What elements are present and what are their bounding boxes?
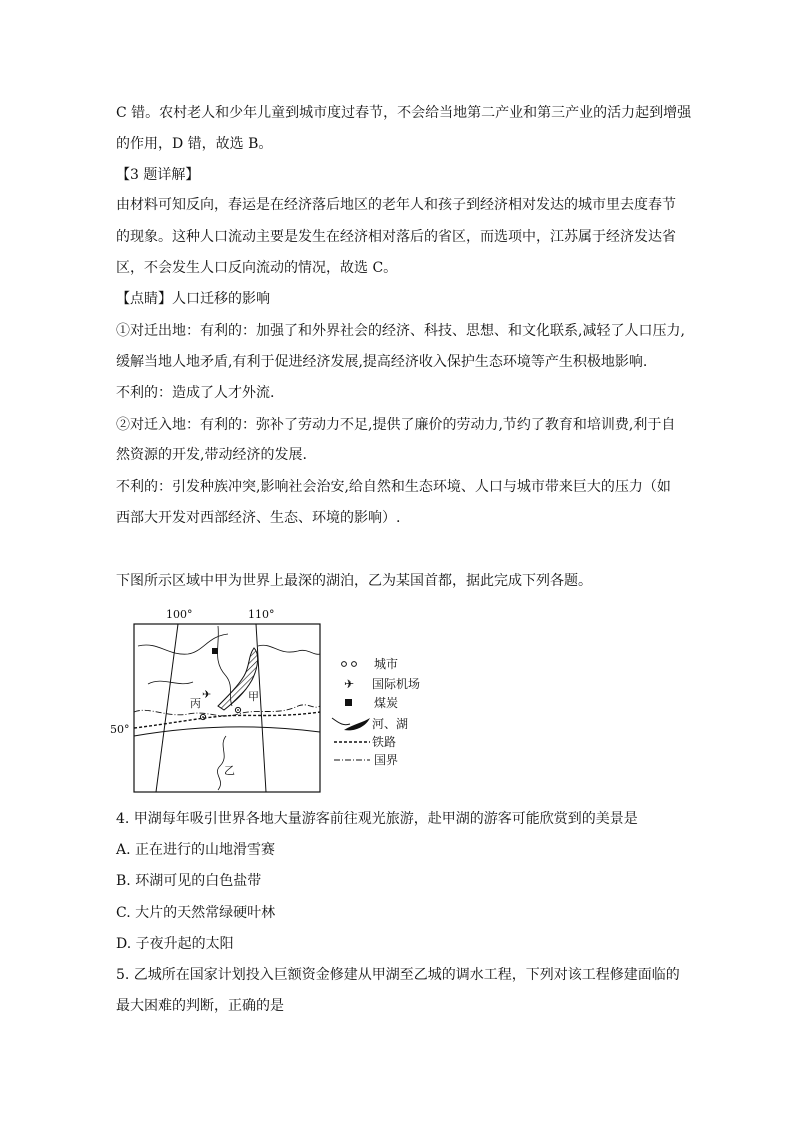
text-line: 区，不会发生人口反向流动的情况，故选 C。 xyxy=(116,260,398,276)
text-line: 不利的：造成了人才外流. xyxy=(116,385,275,401)
question-4-option-c: C. 大片的天然常绿硬叶林 xyxy=(116,905,276,921)
lon-label-110: 110° xyxy=(248,608,275,621)
question-5-stem-cont: 最大困难的判断，正确的是 xyxy=(116,998,284,1014)
text-line: 的作用，D 错，故选 B。 xyxy=(116,136,273,152)
river xyxy=(217,736,226,790)
river xyxy=(258,645,320,654)
question-4-option-d: D. 子夜升起的太阳 xyxy=(116,936,234,952)
text-line: 缓解当地人地矛盾,有利于促进经济发展,提高经济收入保护生态环境等产生积极地影响. xyxy=(116,354,648,370)
coal-icon xyxy=(212,648,218,654)
map-svg xyxy=(108,606,438,796)
text-line: 不利的：引发种族冲突,影响社会治安,给自然和生态环境、人口与城市带来巨大的压力（如 xyxy=(116,479,671,495)
airport-icon: ✈ xyxy=(344,677,355,691)
question-4-option-b: B. 环湖可见的白色盐带 xyxy=(116,873,262,889)
place-label-bing: 丙 xyxy=(190,697,201,710)
parallel-50 xyxy=(134,727,320,736)
lon-label-100: 100° xyxy=(166,608,193,621)
text-line: 西部大开发对西部经济、生态、环境的影响）. xyxy=(116,510,401,526)
legend-border: 国界 xyxy=(374,753,399,767)
legend-railway: 铁路 xyxy=(372,735,397,749)
place-label-yi: 乙 xyxy=(224,764,235,777)
question-intro: 下图所示区域中甲为世界上最深的湖泊，乙为某国首都，据此完成下列各题。 xyxy=(116,573,592,589)
text-line: 的现象。这种人口流动主要是发生在经济相对落后的省区，而选项中，江苏属于经济发达省 xyxy=(116,229,676,245)
legend-city: 城市 xyxy=(374,657,399,671)
airport-icon: ✈ xyxy=(202,688,212,701)
place-label-jia: 甲 xyxy=(248,690,259,703)
coal-icon xyxy=(345,699,352,706)
text-line: 由材料可知反向，春运是在经济落后地区的老年人和孩子到经济相对发达的城市里去度春节 xyxy=(116,197,676,213)
map-legend xyxy=(332,657,420,767)
section-heading: 【3 题详解】 xyxy=(116,167,200,183)
question-4-option-a: A. 正在进行的山地滑雪赛 xyxy=(116,842,276,858)
railway xyxy=(134,712,320,728)
section-heading: 【点睛】人口迁移的影响 xyxy=(116,291,270,307)
text-line: ①对迁出地：有利的：加强了和外界社会的经济、科技、思想、和文化联系,减轻了人口压力, xyxy=(116,323,685,339)
text-line: ②对迁入地：有利的：弥补了劳动力不足,提供了廉价的劳动力,节约了教育和培训费,利于自 xyxy=(116,417,676,433)
legend-coal: 煤炭 xyxy=(374,696,399,710)
question-5-stem: 5. 乙城所在国家计划投入巨额资金修建从甲湖至乙城的调水工程，下列对该工程修建面临的 xyxy=(116,967,680,983)
meridian-100 xyxy=(156,624,178,792)
text-line: 然资源的开发,带动经济的发展. xyxy=(116,447,307,463)
text-line: C 错。农村老人和少年儿童到城市度过春节，不会给当地第二产业和第三产业的活力起到增强 xyxy=(116,105,692,121)
lat-label-50: 50° xyxy=(110,723,130,736)
region-map xyxy=(108,606,438,796)
question-4-stem: 4. 甲湖每年吸引世界各地大量游客前往观光旅游，赴甲湖的游客可能欣赏到的美景是 xyxy=(116,811,638,827)
river-lake-icon xyxy=(332,718,350,725)
legend-river-lake: 河、湖 xyxy=(372,717,409,731)
city-icon xyxy=(342,662,347,667)
meridian-110 xyxy=(256,624,266,792)
legend-airport: 国际机场 xyxy=(372,677,421,691)
